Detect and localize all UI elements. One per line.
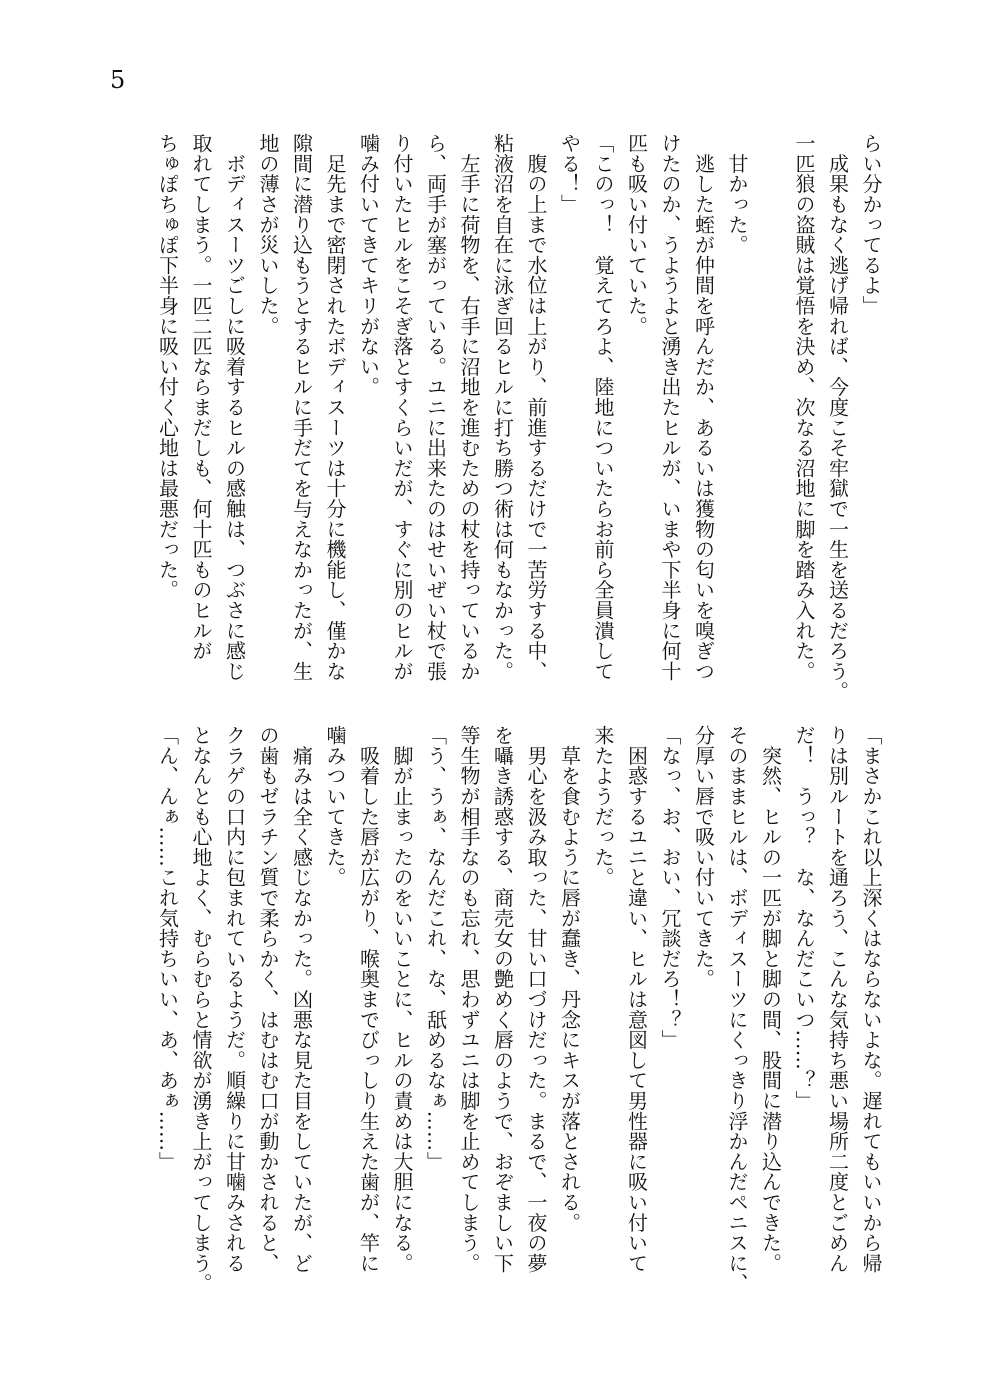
text-column: 分厚い唇で吸い付いてきた。	[691, 725, 716, 989]
text-column: 取れてしまう。一匹二匹ならまだしも、何十匹ものヒルが	[189, 133, 213, 661]
text-column: だ！ うっ？ な、なんだこいつ……？」	[792, 725, 816, 1111]
text-column: 「このっ！ 覚えてろよ、陸地についたらお前ら全員潰して	[591, 133, 615, 682]
text-column: 「う、うぁ、なんだこれ、な、舐めるなぁ……」	[423, 725, 448, 1172]
text-column: 「ん、んぁ……これ気持ちいい、あ、あぁ……」	[155, 725, 180, 1172]
text-column: 地の薄さが災いした。	[256, 133, 280, 336]
page-number: 5	[110, 66, 126, 94]
text-column: らい分かってるよ」	[859, 133, 883, 316]
text-column: 「なっ、お、おい、冗談だろ！？」	[658, 725, 682, 1050]
text-column: となんとも心地よく、むらむらと情欲が湧き上がってしまう。	[189, 725, 213, 1294]
text-column: 等生物が相手なのも忘れ、思わずユニは脚を止めてしまう。	[457, 725, 481, 1274]
text-column: 噛み付いてきてキリがない。	[356, 133, 381, 397]
text-column: 足先まで密閉されたボディスーツは十分に機能し、僅かな	[323, 133, 347, 682]
text-column: 困惑するユニと違い、ヒルは意図して男性器に吸い付いて	[624, 725, 649, 1274]
text-column: りは別ルートを通ろう、こんな気持ち悪い場所二度とごめん	[825, 725, 850, 1274]
text-column: けたのか、うようよと湧き出たヒルが、いまや下半身に何十	[658, 133, 682, 682]
text-column: 吸着した唇が広がり、喉奥までびっしり生えた歯が、竿に	[356, 725, 381, 1274]
text-column: 甘かった。	[725, 133, 749, 255]
text-column: 痛みは全く感じなかった。凶悪な見た目をしていたが、ど	[289, 725, 314, 1274]
text-column: 逃した蛭が仲間を呼んだか、あるいは獲物の匂いを嗅ぎつ	[691, 133, 716, 682]
text-block-upper	[150, 133, 887, 702]
text-column: 成果もなく逃げ帰れば、今度こそ牢獄で一生を送るだろう。	[825, 133, 850, 702]
text-column: 隙間に潜り込もうとするヒルに手だてを与えなかったが、生	[289, 133, 314, 682]
text-column: 一匹狼の盗賊は覚悟を決め、次なる沼地に脚を踏み入れた。	[792, 133, 816, 682]
text-column: 腹の上まで水位は上がり、前進するだけで一苦労する中、	[524, 133, 548, 682]
text-column: やる！」	[557, 133, 582, 215]
text-block-lower	[150, 725, 887, 1294]
text-column	[753, 133, 787, 693]
text-column: 脚が止まったのをいいことに、ヒルの責めは大胆になる。	[390, 725, 414, 1274]
text-column: 粘液沼を自在に泳ぎ回るヒルに打ち勝つ術は何もなかった。	[490, 133, 515, 682]
text-column: 「まさかこれ以上深くはならないよな。遅れてもいいから帰	[859, 725, 883, 1274]
text-column: ら、両手が塞がっている。ユニに出来たのはせいぜい杖で張	[423, 133, 448, 682]
text-column: 来たようだった。	[591, 725, 615, 888]
text-column: 突然、ヒルの一匹が脚と脚の間、股間に潜り込んできた。	[758, 725, 783, 1274]
text-column: ボディスーツごしに吸着するヒルの感触は、つぶさに感じ	[222, 133, 247, 682]
text-column: の歯もゼラチン質で柔らかく、はむはむ口が動かされると、	[256, 725, 280, 1274]
text-column: クラゲの口内に包まれているようだ。順繰りに甘噛みされる	[222, 725, 247, 1274]
text-column: を囁き誘惑する、商売女の艶めく唇のようで、おぞましい下	[490, 725, 515, 1274]
text-column: そのままヒルは、ボディスーツにくっきり浮かんだペニスに、	[725, 725, 749, 1294]
text-column: 匹も吸い付いていた。	[624, 133, 649, 336]
text-column: 噛みついてきた。	[323, 725, 347, 888]
text-column: り付いたヒルをこそぎ落とすくらいだが、すぐに別のヒルが	[390, 133, 414, 682]
text-column: ちゅぽちゅぽ下半身に吸い付く心地は最悪だった。	[155, 133, 180, 600]
text-column: 男心を汲み取った、甘い口づけだった。まるで、一夜の夢	[524, 725, 548, 1274]
text-column: 草を食むように唇が蠢き、丹念にキスが落とされる。	[557, 725, 582, 1233]
text-column: 左手に荷物を、右手に沼地を進むための杖を持っているか	[457, 133, 481, 682]
